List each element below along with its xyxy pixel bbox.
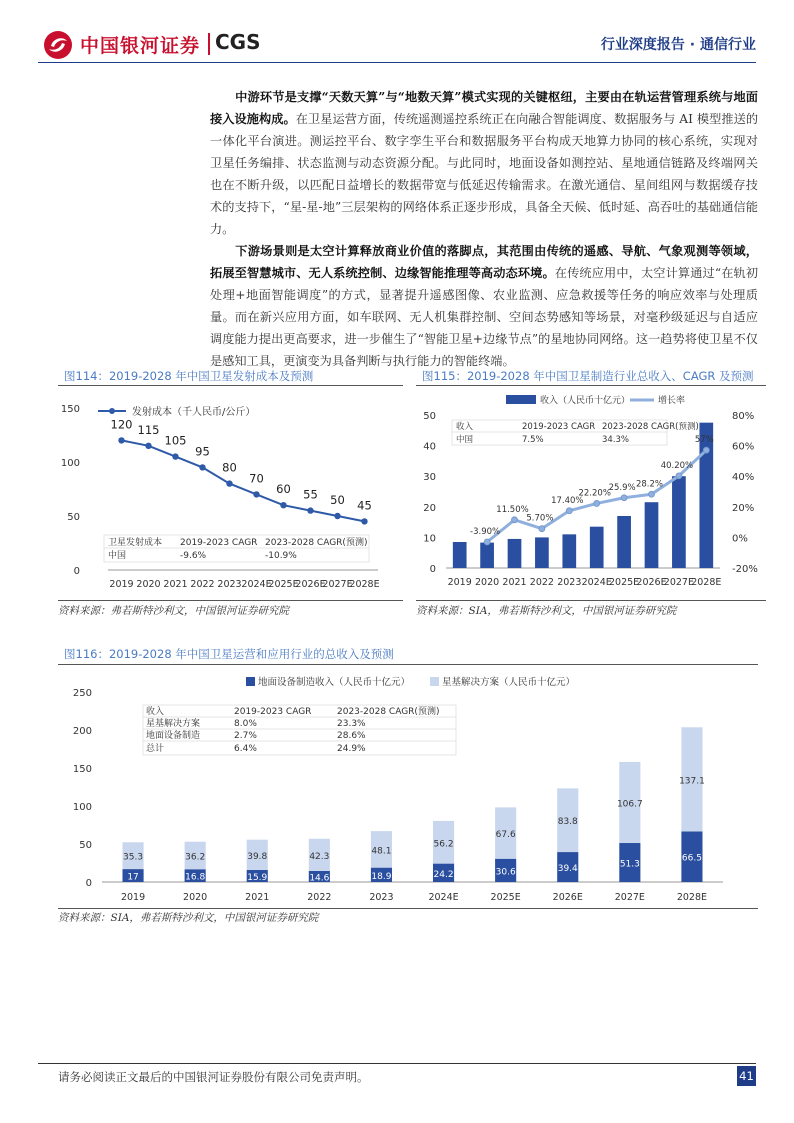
fig116-y-tick-label: 200 [72,726,92,737]
paragraph-downstream [210,240,758,372]
fig116-x-tick-label: 2023 [369,892,394,903]
fig115-growth-label: 17.40% [551,495,584,506]
fig115-revenue-bar [617,516,631,568]
paragraph-downstream-body: 在传统应用中，太空计算通过“在轨初处理+地面智能调度”的方式，显著提升遥感图像、农业监测、应急救援等任务的响应效率与处理质量。而在新兴应用方面，如车联网、无人机集群控制、空间态势感知等场景，对毫秒级延迟与自适应调度能力提出更高要求，进一步催生了“智能卫星+边缘节点”的星地协同网络。这一趋势将使卫星不仅是感知工具，更演变为具备判断与执行能力的智能终端。 [210,266,759,368]
fig114-source: 资料来源：弗若斯特沙利文，中国银河证券研究院 [58,605,289,617]
fig116-table-cell: 6.4% [234,744,257,754]
fig115-growth-point [703,447,709,453]
fig115-y-tick-label: 40 [423,441,436,453]
fig116-table-cell: 8.0% [234,719,257,729]
fig115-growth-point [621,495,627,501]
fig115-growth-label: 57% [694,435,714,446]
paragraph-midstream [210,86,758,240]
fig115-y2-tick-label: 0% [732,533,748,545]
logo-separator [208,33,210,55]
fig114-data-label: 120 [110,417,133,432]
fig115-revenue-bar [535,537,549,568]
fig116-ground-label: 14.6 [309,873,330,884]
fig116-satellite-label: 36.2 [185,852,206,863]
fig114-data-label: 95 [195,444,210,459]
fig114-data-point [280,502,286,508]
fig114-title-rule [58,385,403,386]
fig115-table-cell: 7.5% [522,435,544,445]
fig115-table-cell: 2019-2023 CAGR [522,422,596,432]
fig114-data-point [307,507,313,513]
fig115-table-cell: 中国 [456,435,474,445]
fig116-ground-label: 17 [127,872,139,883]
fig115-x-tick-label: 2027E [663,577,694,588]
fig116-x-tick-label: 2026E [552,892,583,903]
fig115-chart [416,388,766,598]
fig114-x-tick-label: 2024E [241,579,272,590]
fig115-revenue-bar [480,543,494,568]
fig115-revenue-bar [645,502,659,568]
fig114-x-tick-label: 2026E [295,579,326,590]
fig115-y-tick-label: 50 [423,411,436,422]
fig114-y-tick-label: 100 [60,458,80,469]
fig114-y-tick-label: 50 [67,512,80,523]
fig114-data-point [199,464,205,470]
fig114-data-label: 105 [164,433,187,448]
fig116-x-tick-label: 2020 [183,892,208,903]
fig116-title: 图116：2019-2028 年中国卫星运营和应用行业的总收入及预测 [64,647,394,661]
fig114-data-label: 50 [330,493,345,507]
fig116-table-cell: 总计 [146,744,165,754]
fig115-growth-label: 25.9% [608,482,636,493]
fig116-bottom-rule [58,908,758,909]
fig115-growth-point [566,508,572,514]
fig115-x-tick-label: 2024E [581,577,612,588]
fig115-title: 图115：2019-2028 年中国卫星制造行业总收入、CAGR 及预测 [422,369,754,383]
fig114-x-tick-label: 2020 [136,579,161,590]
fig114-x-tick-label: 2023 [217,579,242,590]
fig115-x-tick-label: 2022 [529,577,554,588]
fig115-source: 资料来源：SIA，弗若斯特沙利文，中国银河证券研究院 [416,605,677,617]
page-number: 41 [737,1066,756,1086]
fig115-revenue-bar [508,539,522,568]
fig115-x-tick-label: 2028E [691,577,722,588]
fig116-table-cell: 地面设备制造 [146,731,201,741]
fig115-growth-point [539,526,545,532]
footer-divider [38,1063,756,1064]
fig114-table-cell: -9.6% [180,551,207,561]
fig115-legend-bar-icon [506,395,536,404]
fig116-ground-label: 39.4 [557,864,578,875]
fig116-ground-label: 66.5 [681,853,702,864]
fig115-y-tick-label: 0 [429,564,436,575]
fig115-growth-point [649,491,655,497]
fig116-x-tick-label: 2025E [490,892,521,903]
fig114-x-tick-label: 2021 [163,579,188,590]
fig116-table-cell: 2.7% [234,731,257,741]
fig115-x-tick-label: 2020 [475,577,500,588]
fig115-y2-tick-label: 20% [732,502,755,514]
fig114-data-label: 55 [303,487,318,502]
fig116-satellite-label: 83.8 [557,817,578,828]
fig115-x-tick-label: 2021 [502,577,527,588]
fig115-growth-point [676,473,682,479]
fig114-table-cell: -10.9% [265,551,297,561]
fig116-table-cell: 28.6% [337,731,366,741]
fig116-table-cell: 2023-2028 CAGR(预测) [337,707,440,717]
fig116-ground-label: 30.6 [495,867,516,878]
fig115-growth-point [484,539,490,545]
fig114-table-cell: 卫星发射成本 [108,538,163,548]
fig115-growth-label: 11.50% [496,504,529,515]
fig115-y2-tick-label: 80% [732,411,755,422]
fig116-satellite-label: 35.3 [123,852,144,863]
fig115-growth-point [512,517,518,523]
fig114-data-point [361,518,367,524]
fig115-x-tick-label: 2026E [636,577,667,588]
fig115-growth-label: 40.20% [660,460,694,471]
fig116-satellite-label: 39.8 [247,851,268,862]
report-type: 行业深度报告 · 通信行业 [600,37,756,53]
fig116-y-tick-label: 150 [72,764,92,775]
fig114-title: 图114：2019-2028 年中国卫星发射成本及预测 [64,369,314,383]
fig116-x-tick-label: 2019 [120,892,146,903]
fig114-x-tick-label: 2019 [109,579,134,590]
fig114-series-line [122,440,365,521]
fig116-ground-label: 24.2 [433,869,454,880]
fig114-data-label: 60 [276,482,291,497]
fig115-y2-tick-label: 60% [732,441,755,453]
fig116-legend-ground-label: 地面设备制造收入（人民币十亿元） [258,677,411,688]
fig114-data-point [334,513,340,519]
fig115-revenue-bar [453,542,467,568]
fig114-chart [58,388,403,598]
fig115-y2-tick-label: -20% [732,564,758,575]
fig116-ground-label: 15.9 [247,872,268,883]
fig115-growth-point [594,500,600,506]
header-divider [38,62,756,63]
footer-disclaimer: 请务必阅读正文最后的中国银河证券股份有限公司免责声明。 [58,1070,369,1084]
fig115-growth-label: 5.70% [526,513,554,524]
fig115-revenue-bar [562,534,576,568]
fig116-title-rule [58,664,758,665]
fig115-growth-label: -3.90% [470,526,501,537]
fig114-data-label: 70 [249,471,264,486]
fig115-title-rule [416,385,766,386]
fig115-x-tick-label: 2019 [447,577,472,588]
fig116-y-tick-label: 0 [85,878,92,889]
fig116-satellite-label: 67.6 [495,830,516,841]
fig115-bottom-rule [416,600,766,601]
fig114-x-tick-label: 2028E [349,579,380,590]
fig115-legend-bar-label: 收入（人民币十亿元） [540,396,631,406]
fig115-table-cell: 34.3% [602,435,630,445]
fig115-y-tick-label: 20 [423,502,436,514]
fig115-y-tick-label: 10 [423,533,436,545]
fig116-legend-ground-icon [246,677,255,686]
fig116-chart [58,668,758,906]
fig115-table-cell: 收入 [456,422,474,432]
fig114-legend-marker-icon [109,408,115,414]
fig116-table-cell: 24.9% [337,744,366,754]
fig116-x-tick-label: 2022 [307,892,332,903]
fig114-x-tick-label: 2022 [190,579,215,590]
fig114-bottom-rule [58,600,403,601]
fig114-x-tick-label: 2027E [322,579,353,590]
fig116-ground-label: 16.8 [185,872,206,883]
fig114-legend-label: 发射成本（千人民币/公斤） [132,407,256,418]
page-header [0,0,794,70]
fig114-table-cell: 2023-2028 CAGR(预测) [265,538,368,548]
fig116-x-tick-label: 2027E [614,892,645,903]
fig116-table-cell: 星基解决方案 [146,719,201,729]
fig114-data-point [226,480,232,486]
fig116-y-tick-label: 250 [72,688,92,699]
fig114-data-point [118,437,124,443]
paragraph-midstream-body: 在卫星运营方面，传统遥测遥控系统正在向融合智能调度、数据服务与 AI 模型推送的一体化平台演进。测运控平台、数字孪生平台和数据服务平台构成天地算力协同的核心系统，实现对卫星任务编排、状态监测与动态资源分配。与此同时，地面设备如测控站、星地通信链路及终端网关也在不断升级，以匹配日益增长的数据带宽与低延迟传输需求。在激光通信、星间组网与数据缓存技术的支持下，“星-星-地”三层架构的网络体系正逐步形成，具备全天候、低时延、高吞吐的基础通信能力。 [210,112,759,236]
logo-english-name: CGS [215,30,261,54]
fig116-satellite-label: 42.3 [309,851,330,862]
fig115-table-cell: 2023-2028 CAGR(预测) [602,422,699,432]
fig114-x-tick-label: 2025E [268,579,299,590]
fig115-y2-tick-label: 40% [732,472,755,484]
fig116-table-cell: 23.3% [337,719,366,729]
fig116-satellite-label: 48.1 [371,846,392,857]
fig114-data-point [253,491,259,497]
fig114-data-label: 45 [357,498,372,513]
fig116-source: 资料来源：SIA，弗若斯特沙利文，中国银河证券研究院 [58,912,319,924]
fig114-y-tick-label: 0 [73,566,80,577]
fig115-growth-label: 22.20% [578,488,611,499]
fig114-data-point [145,443,151,449]
fig115-y-tick-label: 30 [423,472,436,484]
fig114-cagr-table [104,535,369,562]
fig115-revenue-bar [590,527,604,568]
fig116-table-cell: 收入 [146,707,165,717]
fig116-y-tick-label: 100 [72,802,92,813]
fig115-growth-label: 28.2% [635,479,664,490]
cgs-logo-icon [43,30,73,60]
fig114-table-cell: 2019-2023 CAGR [180,538,258,548]
fig116-x-tick-label: 2028E [676,892,708,903]
fig115-revenue-bar [672,476,686,568]
fig116-ground-label: 18.9 [371,871,392,882]
paragraph-downstream-lead: 下游场景则是太空计算释放商业价值的落脚点，其范围由传统的遥感、导航、气象观测等领域，拓展至智慧城市、无人系统控制、边缘智能推理等高动态环境。 [210,244,758,280]
fig116-satellite-label: 106.7 [616,799,643,810]
logo-chinese-name: 中国银河证券 [80,35,201,57]
fig115-legend-line-label: 增长率 [658,396,686,406]
fig114-data-point [172,453,178,459]
fig116-satellite-label: 56.2 [433,839,454,850]
fig115-x-tick-label: 2025E [609,577,640,588]
fig116-x-tick-label: 2021 [245,892,270,903]
fig116-cagr-table [143,705,456,755]
paragraph-midstream-lead: 中游环节是支撑“天数天算”与“地数天算”模式实现的关键枢纽，主要由在轨运营管理系统与地面接入设施构成。 [210,90,758,126]
fig116-legend-satellite-label: 星基解决方案（人民币十亿元） [442,677,576,688]
fig116-table-cell: 2019-2023 CAGR [234,707,312,717]
fig115-cagr-table [452,420,699,445]
fig116-legend-satellite-icon [430,677,439,686]
fig116-x-tick-label: 2024E [428,892,459,903]
fig116-ground-label: 51.3 [619,859,640,870]
fig116-y-tick-label: 50 [79,840,92,851]
fig116-satellite-label: 137.1 [679,776,705,787]
fig114-data-label: 80 [222,460,237,475]
fig114-data-label: 115 [137,422,160,437]
fig114-y-tick-label: 150 [60,404,80,415]
fig115-x-tick-label: 2023 [557,577,582,588]
fig114-table-cell: 中国 [108,551,127,561]
